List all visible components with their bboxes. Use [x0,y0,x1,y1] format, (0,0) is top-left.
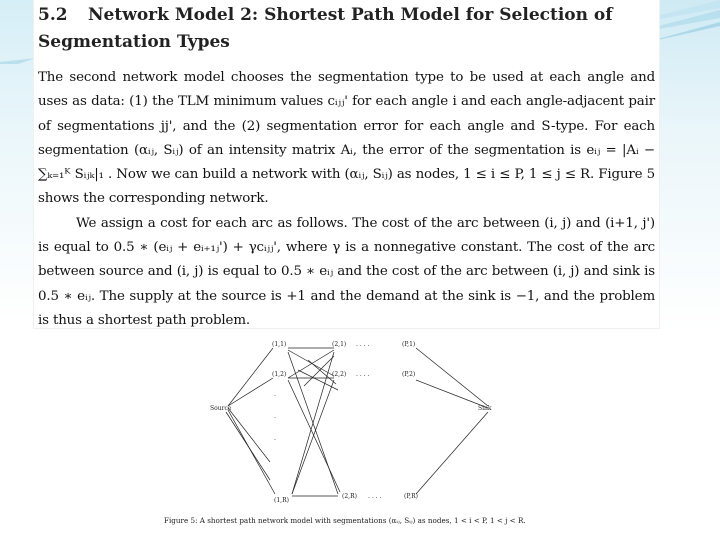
network-diagram [158,330,558,516]
network-figure [158,330,558,540]
node-2-2: (2,2) [332,371,347,378]
slide-left-background [0,0,36,540]
sink-node: Sink [478,405,492,412]
arc-source-n11 [228,348,273,406]
node-2-R: (2,R) [342,493,357,500]
source-node: Source [210,405,232,412]
paper-page [34,0,659,328]
paragraph-1: The second network model chooses the segmentation type to be used at each angle and uses as data: (1) the TLM minimum values cᵢⱼⱼ' for each angle i and each angle-adjacent pair of segmentations jj', and the (2) segmentation error for each angle and S-type. For each segmentation (αᵢⱼ, Sᵢⱼ) of an intensity matrix Aᵢ, the error of the segmentation is eᵢⱼ = |Aᵢ − ∑ₖ₌₁ᴷ Sᵢⱼₖ|₁ . Now we can build a network with (αᵢⱼ, Sᵢⱼ) as nodes, 1 ≤ i ≤ P, 1 ≤ j ≤ R. Figure 5 shows the corresponding network. [38,70,655,207]
node-1-R: (1,R) [274,497,289,504]
arc-nPR-sink [416,412,488,494]
node-1-1: (1,1) [272,341,287,348]
figure-caption: Figure 5: A shortest path network model with segmentations (αᵢⱼ, Sᵢⱼ) as nodes, 1 < i < P, 1 < j < R. [164,516,526,525]
node-2-1: (2,1) [332,341,347,348]
dots-row-R: . . . . [368,493,382,500]
arc-n1R-n21 [292,352,334,494]
arc-nP2-sink [416,380,488,408]
arc-n1R-n22 [292,380,334,494]
vdot-col1-b: · [274,415,276,422]
paragraph-2: We assign a cost for each arc as follows. The cost of the arc between (i, j) and (i+1, j') is equal to 0.5 ∗ (eᵢⱼ + eᵢ₊₁ⱼ') + γcᵢⱼⱼ', where γ is a nonnegative constant. The cost of the arc between source and (i, j) is equal to 0.5 ∗ eᵢⱼ and the cost of the arc between (i, j) and sink is 0.5 ∗ eᵢⱼ. The supply at the source is +1 and the demand at the sink is −1, and the problem is thus a shortest path problem. [38,215,655,328]
arc-n12-n2R [288,380,340,492]
body-text [38,66,655,333]
vdot-col1-c: · [274,437,276,444]
section-heading [38,2,653,56]
arc-source-dots [228,408,270,462]
arc-nP1-sink [416,348,488,406]
vdot-col1-a: · [274,393,276,400]
arc-source-dots2 [226,412,270,480]
section-number: 5.2 [38,5,68,25]
dots-row-2: . . . . [356,371,370,378]
arc-source-n12 [228,378,273,406]
node-P-2: (P,2) [402,371,416,378]
node-1-2: (1,2) [272,371,287,378]
node-P-1: (P,1) [402,341,416,348]
node-P-R: (P,R) [404,493,418,500]
section-title: Network Model 2: Shortest Path Model for Selection of Segmentation Types [38,5,613,52]
dots-row-1: . . . . [356,341,370,348]
slide-decoration-left [0,0,36,64]
